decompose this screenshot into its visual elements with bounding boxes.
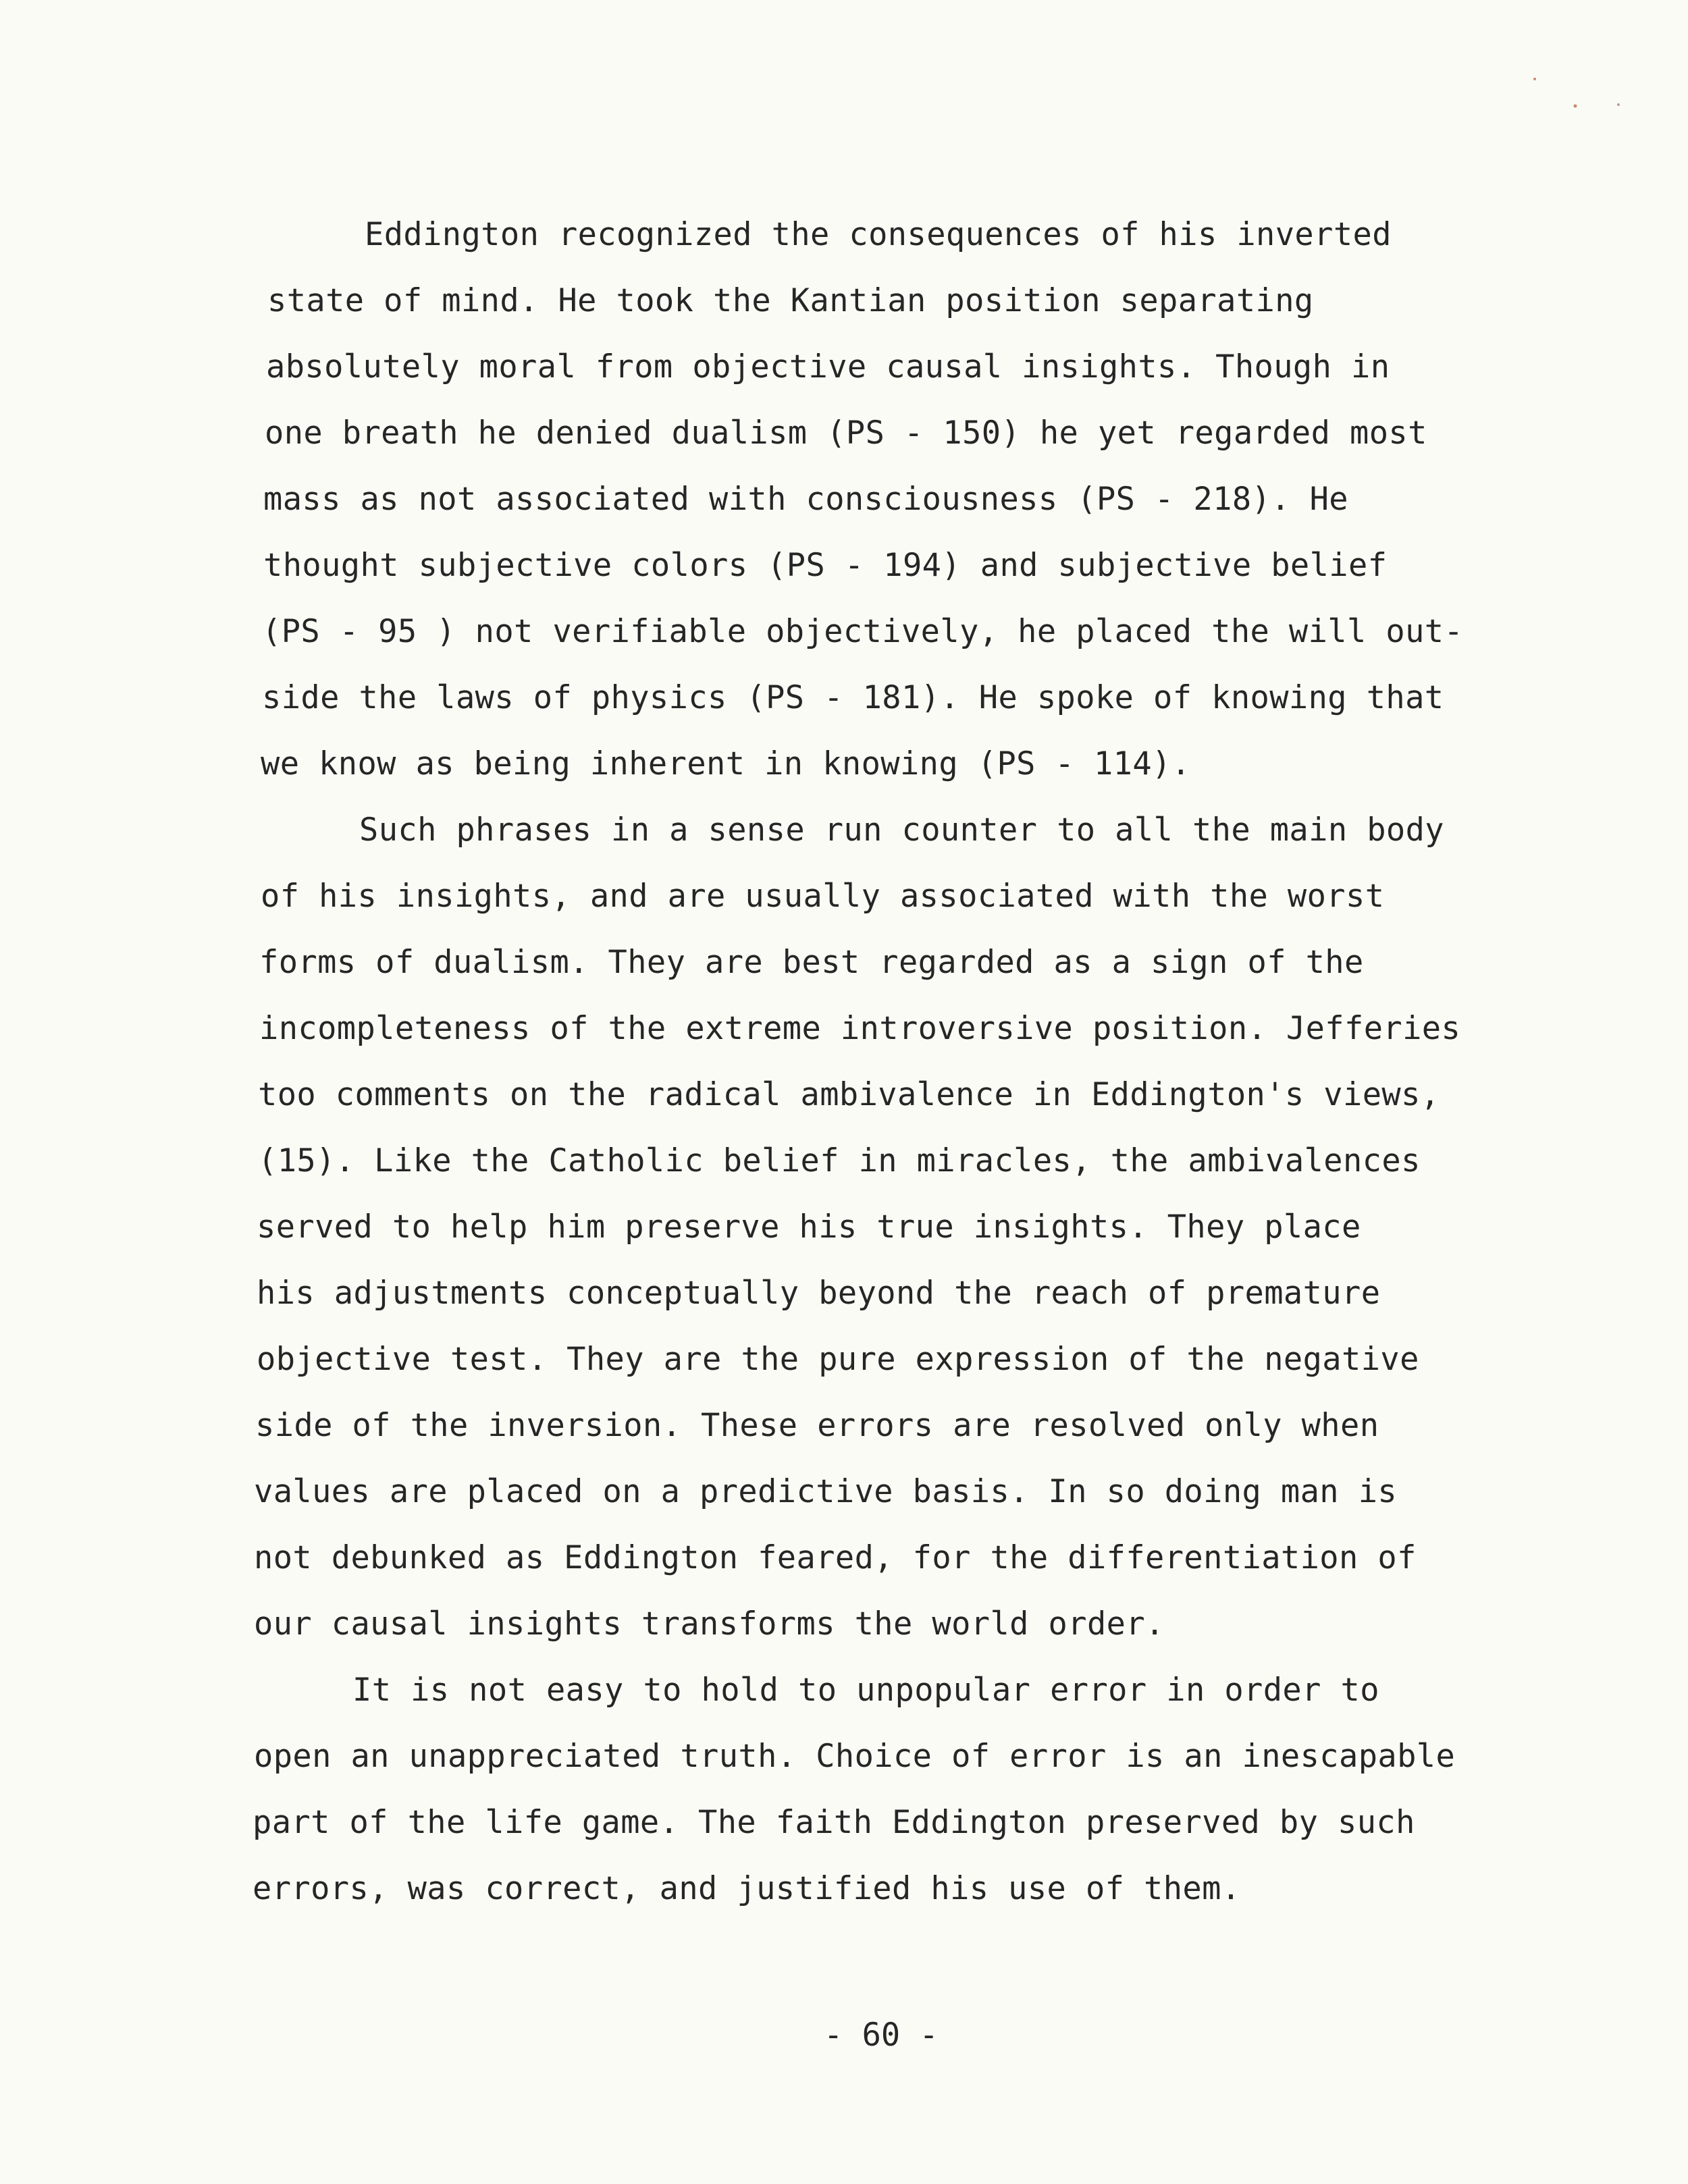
paper-specks [1529, 71, 1631, 125]
page-number: - 60 - [824, 2017, 939, 2054]
text-line: side the laws of physics (PS - 181). He spoke of knowing that [262, 679, 1444, 716]
text-line: absolutely moral from objective causal insights. Though in [266, 348, 1390, 385]
text-line: too comments on the radical ambivalence in Eddington's views, [258, 1076, 1440, 1113]
text-line: his adjustments conceptually beyond the reach of premature [257, 1275, 1381, 1312]
text-line: incompleteness of the extreme introversive position. Jefferies [259, 1010, 1461, 1047]
text-line: one breath he denied dualism (PS - 150) he yet regarded most [265, 415, 1427, 452]
text-line: forms of dualism. They are best regarded as a sign of the [259, 944, 1364, 981]
text-line: errors, was correct, and justified his use of them. [253, 1870, 1241, 1907]
text-line: mass as not associated with consciousness (PS - 218). He [263, 481, 1348, 518]
text-line: we know as being inherent in knowing (PS - 114). [261, 745, 1191, 782]
text-line: of his insights, and are usually associated with the worst [261, 878, 1385, 915]
text-line: side of the inversion. These errors are resolved only when [255, 1407, 1379, 1444]
text-line: It is not easy to hold to unpopular error in order to [352, 1672, 1379, 1709]
text-line: thought subjective colors (PS - 194) and subjective belief [263, 547, 1388, 584]
text-line: part of the life game. The faith Eddington preserved by such [253, 1804, 1415, 1841]
text-line: our causal insights transforms the world order. [254, 1605, 1165, 1643]
text-line: served to help him preserve his true insights. They place [257, 1208, 1361, 1246]
text-line: Such phrases in a sense run counter to all the main body [359, 811, 1444, 849]
text-line: open an unappreciated truth. Choice of error is an inescapable [254, 1738, 1456, 1775]
text-line: (15). Like the Catholic belief in miracles, the ambivalences [258, 1142, 1421, 1179]
text-line: values are placed on a predictive basis. In so doing man is [254, 1473, 1398, 1510]
text-line: not debunked as Eddington feared, for the differentiation of [254, 1539, 1417, 1576]
text-line: Eddington recognized the consequences of his inverted [365, 216, 1392, 253]
text-line: (PS - 95 ) not verifiable objectively, he placed the will out- [262, 613, 1464, 650]
text-line: objective test. They are the pure expression of the negative [257, 1341, 1419, 1378]
text-line: state of mind. He took the Kantian position separating [267, 282, 1314, 319]
